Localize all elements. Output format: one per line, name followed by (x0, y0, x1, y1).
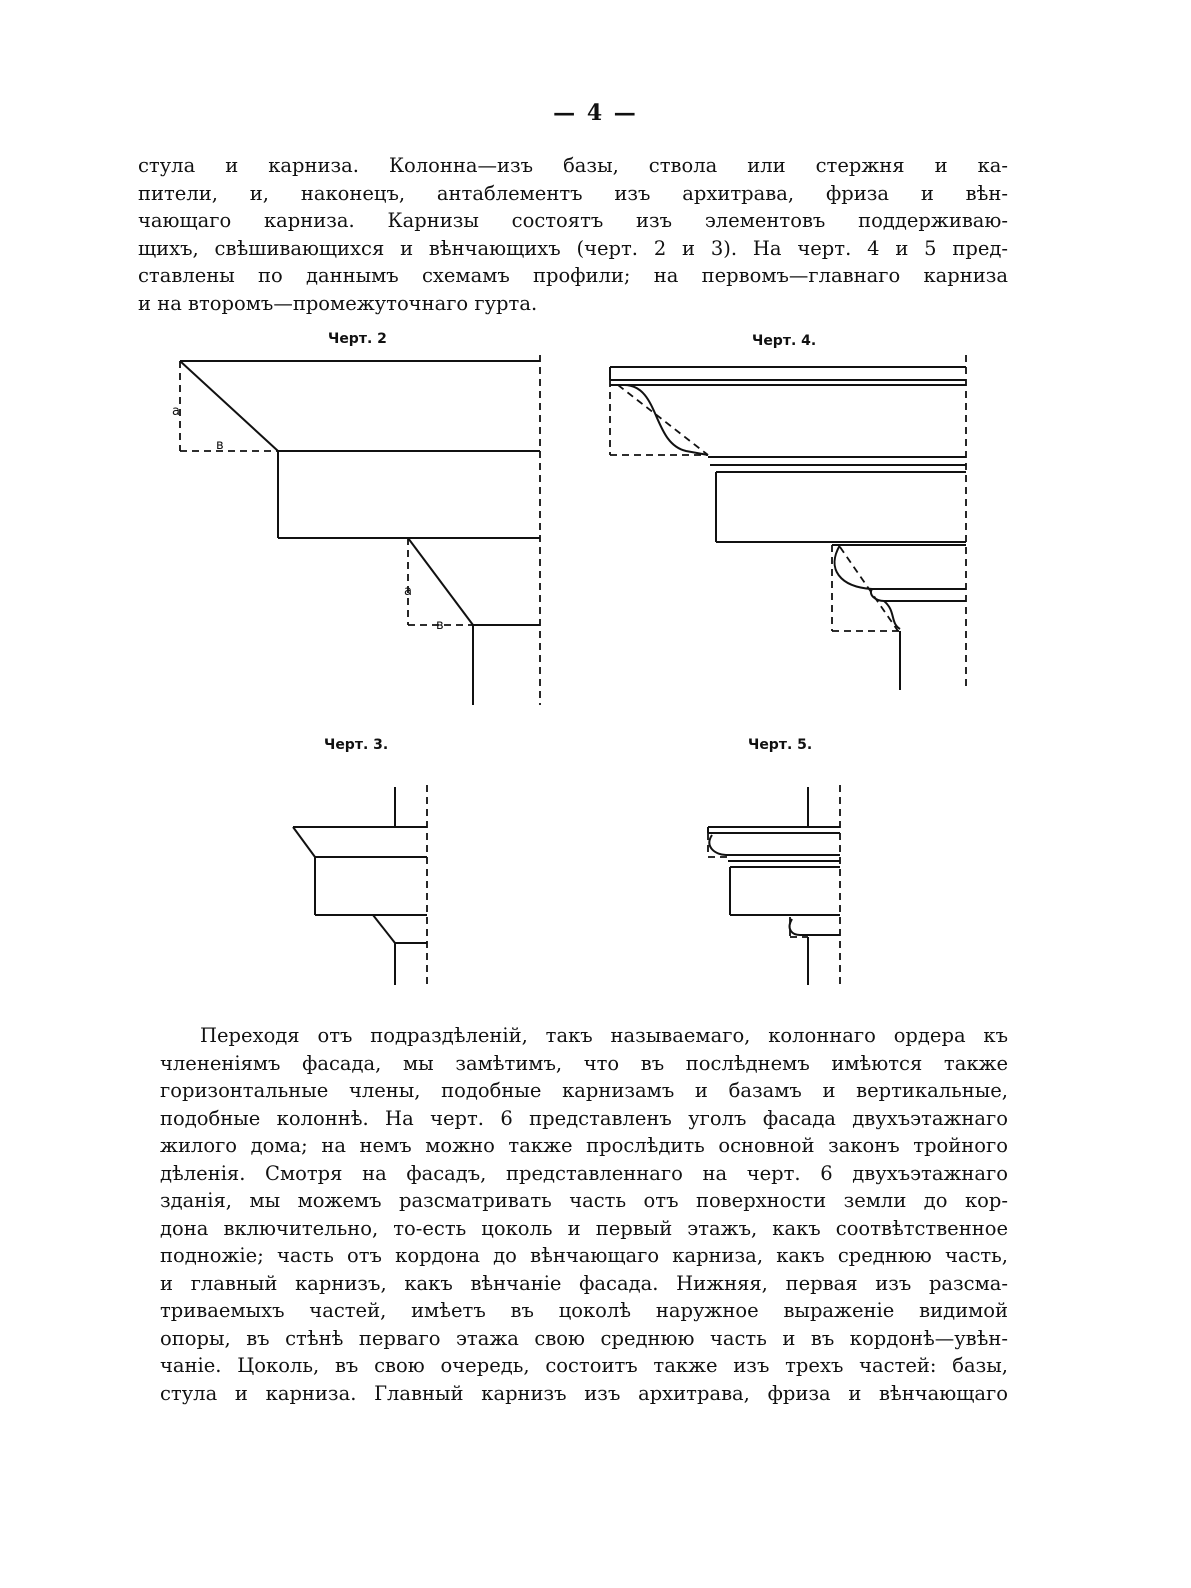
fig4-dash-diagonal (618, 385, 708, 455)
fig5-cyma-curve (709, 835, 726, 855)
fig2-label-b-lower: в (436, 618, 444, 633)
figure-3-cornice-diagram (285, 785, 445, 990)
text-line: стула и карниза. Главный карнизъ изъ архитрава, фриза и вѣнчающаго (160, 1381, 1008, 1405)
text-line: чающаго карниза. Карнизы состоятъ изъ элементовъ поддерживаю- (138, 209, 1008, 232)
fig3-caption: Черт. 3. (324, 737, 389, 753)
fig2-caption: Черт. 2 (328, 331, 387, 347)
figure-5-intermediate-cornice-profile (700, 785, 850, 990)
paragraph-2 (160, 1022, 1008, 1407)
text-line: жилого дома; на немъ можно также прослѣдить основной законъ тройного (160, 1134, 1008, 1157)
text-line: Переходя отъ подраздѣленій, такъ называемаго, колоннаго ордера къ (200, 1024, 1008, 1047)
fig5-caption: Черт. 5. (748, 737, 813, 753)
text-line: дѣленія. Смотря на фасадъ, представленнаго на черт. 6 двухъэтажнаго (160, 1161, 1008, 1185)
fig3-crown-slope (293, 827, 315, 857)
text-line: триваемыхъ частей, имѣетъ въ цоколѣ наружное выраженіе видимой (160, 1299, 1008, 1322)
text-line: члененіямъ фасада, мы замѣтимъ, что въ послѣднемъ имѣются также (160, 1051, 1008, 1075)
page-number: — 4 — (553, 100, 638, 126)
text-line: чаніе. Цоколь, въ свою очередь, состоитъ также изъ трехъ частей: базы, (160, 1354, 1008, 1377)
paragraph-1 (138, 152, 1008, 317)
text-line: и на второмъ—промежуточнаго гурта. (138, 291, 538, 315)
text-line: зданія, мы можемъ разсматривать часть отъ поверхности земли до кор- (160, 1189, 1008, 1212)
text-line: опоры, въ стѣнѣ перваго этажа свою среднюю часть и въ кордонѣ—увѣн- (160, 1326, 1008, 1350)
fig2-label-a-lower: a (404, 584, 412, 599)
fig2-overhang-slope (180, 361, 278, 451)
fig2-lower-slope (408, 538, 473, 625)
fig4-caption: Черт. 4. (752, 333, 817, 349)
text-line: стула и карниза. Колонна—изъ базы, ствола или стержня и ка- (138, 154, 1008, 177)
fig4-small-curve (871, 589, 884, 601)
figure-2-cornice-diagram (170, 355, 560, 710)
fig3-lower-slope (373, 915, 395, 943)
text-line: подножіе; часть отъ кордона до вѣнчающаго карниза, какъ среднюю часть, (160, 1244, 1008, 1267)
text-line: ставлены по даннымъ схемамъ профили; на первомъ—главнаго карниза (138, 264, 1008, 287)
text-line: дона включительно, то-есть цоколь и первый этажъ, какъ соотвѣтственное (160, 1216, 1008, 1240)
text-line: пители, и, наконецъ, антаблементъ изъ архитрава, фриза и вѣн- (138, 181, 1008, 205)
fig4-lower-curve (884, 601, 900, 629)
fig5-lower-curve (790, 919, 800, 935)
text-line: горизонтальные члены, подобные карнизамъ и базамъ и вертикальные, (160, 1079, 1008, 1102)
text-line: щихъ, свѣшивающихся и вѣнчающихъ (черт. 2 и 3). На черт. 4 и 5 пред- (138, 236, 1008, 260)
text-line: подобные колоннѣ. На черт. 6 представленъ уголъ фасада двухъэтажнаго (160, 1106, 1008, 1130)
figure-4-main-cornice-profile (600, 355, 980, 695)
text-line: и главный карнизъ, какъ вѣнчаніе фасада. Нижняя, первая изъ разсма- (160, 1271, 1008, 1295)
fig2-label-b: в (216, 438, 224, 453)
fig2-label-a: a (172, 404, 180, 419)
